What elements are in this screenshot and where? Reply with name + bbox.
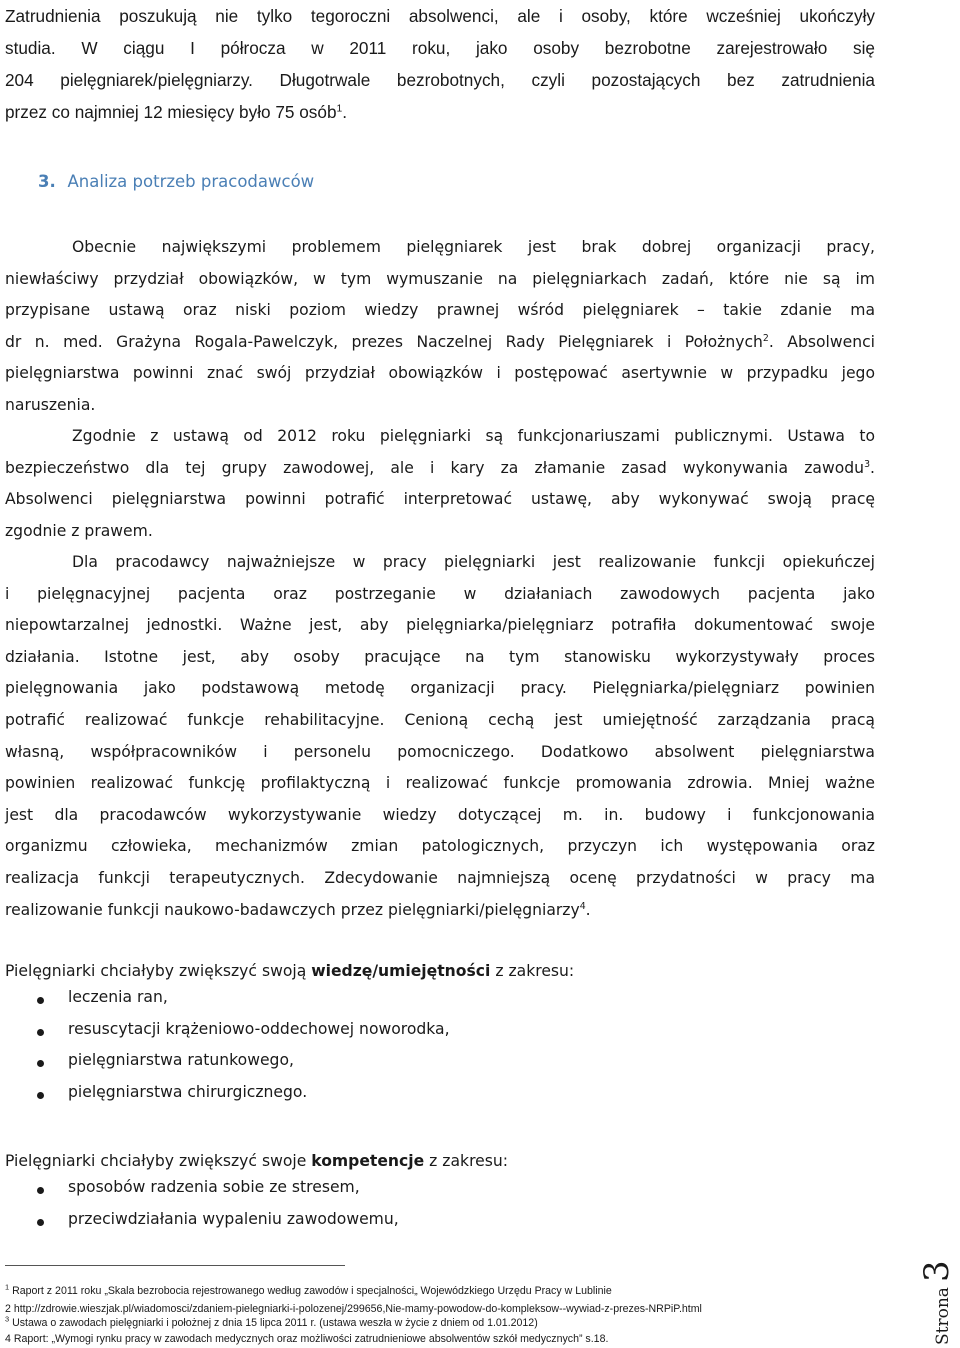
- intro-line-1: Zatrudnienia poszukują nie tylko tegoroczni absolwenci, ale i osoby, które wcześniej ukończyły: [5, 6, 875, 26]
- footnote-2: 2 http://zdrowie.wieszjak.pl/wiadomosci/zdaniem-pielegniarki-i-polozenej/299656,Nie-mamy-powodow-do-kompleksow--wywiad-z-prezes-NRPiP.html: [5, 1303, 702, 1315]
- p3-line-1: Dla pracodawcy najważniejsze w pracy pielęgniarki jest realizowanie funkcji opiekuńczej: [72, 553, 875, 571]
- list-1-lead: Pielęgniarki chciałyby zwiększyć swoją wiedzę/umiejętności z zakresu:: [5, 962, 575, 980]
- p2-line-2: bezpieczeństwo dla tej grupy zawodowej, ale i kary za złamanie zasad wykonywania zawodu$^3$.: [5, 458, 875, 477]
- page-number: [917, 1255, 957, 1345]
- footnote-1: $^1$ Raport z 2011 roku „Skala bezrobocia rejestrowanego według zawodów i specjalności„ Wojewódzkiego Urzędu Pracy w Lublinie: [5, 1282, 612, 1297]
- footnote-ref-1: 1: [336, 103, 343, 115]
- list-2-lead: Pielęgniarki chciałyby zwiększyć swoje kompetencje z zakresu:: [5, 1152, 508, 1170]
- bullet-icon: [37, 997, 44, 1004]
- footnote-4: 4 Raport: „Wymogi rynku pracy w zawodach medycznych oraz możliwości zatrudnieniowe absolwentów szkół medycznych” s.18.: [5, 1333, 609, 1345]
- intro-line-3: 204 pielęgniarek/pielęgniarzy. Długotrwale bezrobotnych, czyli pozostających bez zatrudnienia: [5, 70, 875, 90]
- p3-line-2: i pielęgnacyjnej pacjenta oraz postrzeganie w działaniach zawodowych pacjenta jako: [5, 584, 875, 603]
- p3-line-11: realizacja funkcji terapeutycznych. Zdecydowanie najmniejszą ocenę przydatności w pracy ma: [5, 868, 875, 887]
- bullet-icon: [37, 1219, 44, 1226]
- bullet-icon: [37, 1187, 44, 1194]
- p3-line-6: potrafić realizować funkcje rehabilitacyjne. Cenioną cechą jest umiejętność zarządzania pracą: [5, 710, 875, 729]
- list-1-emphasis: wiedzę/umiejętności: [311, 962, 491, 980]
- page-number-label: Strona: [933, 1287, 953, 1345]
- paragraph-1: [5, 232, 875, 422]
- paragraph-2: [5, 421, 875, 547]
- p3-line-9: jest dla pracodawców wykorzystywanie wiedzy dotyczącej m. in. budowy i funkcjonowania: [5, 805, 875, 824]
- intro-paragraph: [5, 0, 875, 128]
- footnote-3: $^3$ Ustawa o zawodach pielęgniarki i położnej z dnia 15 lipca 2011 r. (ustawa weszła w życie z dniem od 1.01.2012): [5, 1314, 538, 1329]
- footnote-ref-3: 3: [864, 458, 871, 470]
- p2-line-1: Zgodnie z ustawą od 2012 roku pielęgniarki są funkcjonariuszami publicznymi. Ustawa to: [72, 427, 875, 445]
- p3-line-5: pielęgnowania jako podstawową metodę organizacji pracy. Pielęgniarka/pielęgniarz powinien: [5, 679, 875, 698]
- p1-line-5: pielęgniarstwa powinni znać swój przydział obowiązków i postępować asertywnie w przypadku jego: [5, 364, 875, 383]
- page-number-value: 3: [917, 1260, 957, 1282]
- footnote-divider: [5, 1265, 345, 1266]
- section-title: Analiza potrzeb pracodawców: [67, 172, 315, 191]
- bullet-icon: [37, 1092, 44, 1099]
- p1-line-6: naruszenia.: [5, 395, 96, 414]
- footnote-ref-4: 4: [579, 900, 586, 912]
- bullet-icon: [37, 1060, 44, 1067]
- p2-line-3: Absolwenci pielęgniarstwa powinni potrafić interpretować ustawę, aby wykonywać swoją pracę: [5, 490, 875, 509]
- p3-line-8: powinien realizować funkcję profilaktyczną i realizować funkcje promowania zdrowia. Mniej ważne: [5, 774, 875, 793]
- p1-line-4: dr n. med. Grażyna Rogala-Pawelczyk, prezes Naczelnej Rady Pielęgniarek i Położnych$^2$. Absolwenci: [5, 332, 875, 351]
- p3-line-10: organizmu człowieka, mechanizmów zmian patologicznych, przyczyn ich występowania oraz: [5, 837, 875, 856]
- intro-line-2: studia. W ciągu I półrocza w 2011 roku, jako osoby bezrobotne zarejestrowało się: [5, 38, 875, 58]
- section-heading: [38, 172, 314, 191]
- p3-line-3: niepowtarzalnej jednostki. Ważne jest, aby pielęgniarka/pielęgniarz potrafiła dokumentować swoje: [5, 616, 875, 635]
- paragraph-3: [5, 547, 875, 926]
- section-number: 3.: [38, 172, 56, 191]
- p3-line-7: własną, współpracowników i personelu pomocniczego. Dodatkowo absolwent pielęgniarstwa: [5, 742, 875, 761]
- p3-line-12: realizowanie funkcji naukowo-badawczych przez pielęgniarki/pielęgniarzy$^4$.: [5, 900, 591, 919]
- list-2-emphasis: kompetencje: [311, 1152, 425, 1170]
- bullet-icon: [37, 1029, 44, 1036]
- intro-line-4: przez co najmniej 12 miesięcy było 75 osób$^1$.: [5, 102, 348, 122]
- p3-line-4: działania. Istotne jest, aby osoby pracujące na tym stanowisku wykorzystywały proces: [5, 647, 875, 666]
- p1-line-1: Obecnie największymi problemem pielęgniarek jest brak dobrej organizacji pracy,: [72, 238, 875, 256]
- p2-line-4: zgodnie z prawem.: [5, 521, 153, 540]
- p1-line-2: niewłaściwy przydział obowiązków, w tym wymuszanie na pielęgniarkach zadań, które nie są im: [5, 269, 875, 288]
- footnote-ref-2: 2: [762, 332, 769, 344]
- p1-line-3: przypisane ustawą oraz niski poziom wiedzy prawnej wśród pielęgniarek – takie zdanie ma: [5, 301, 875, 320]
